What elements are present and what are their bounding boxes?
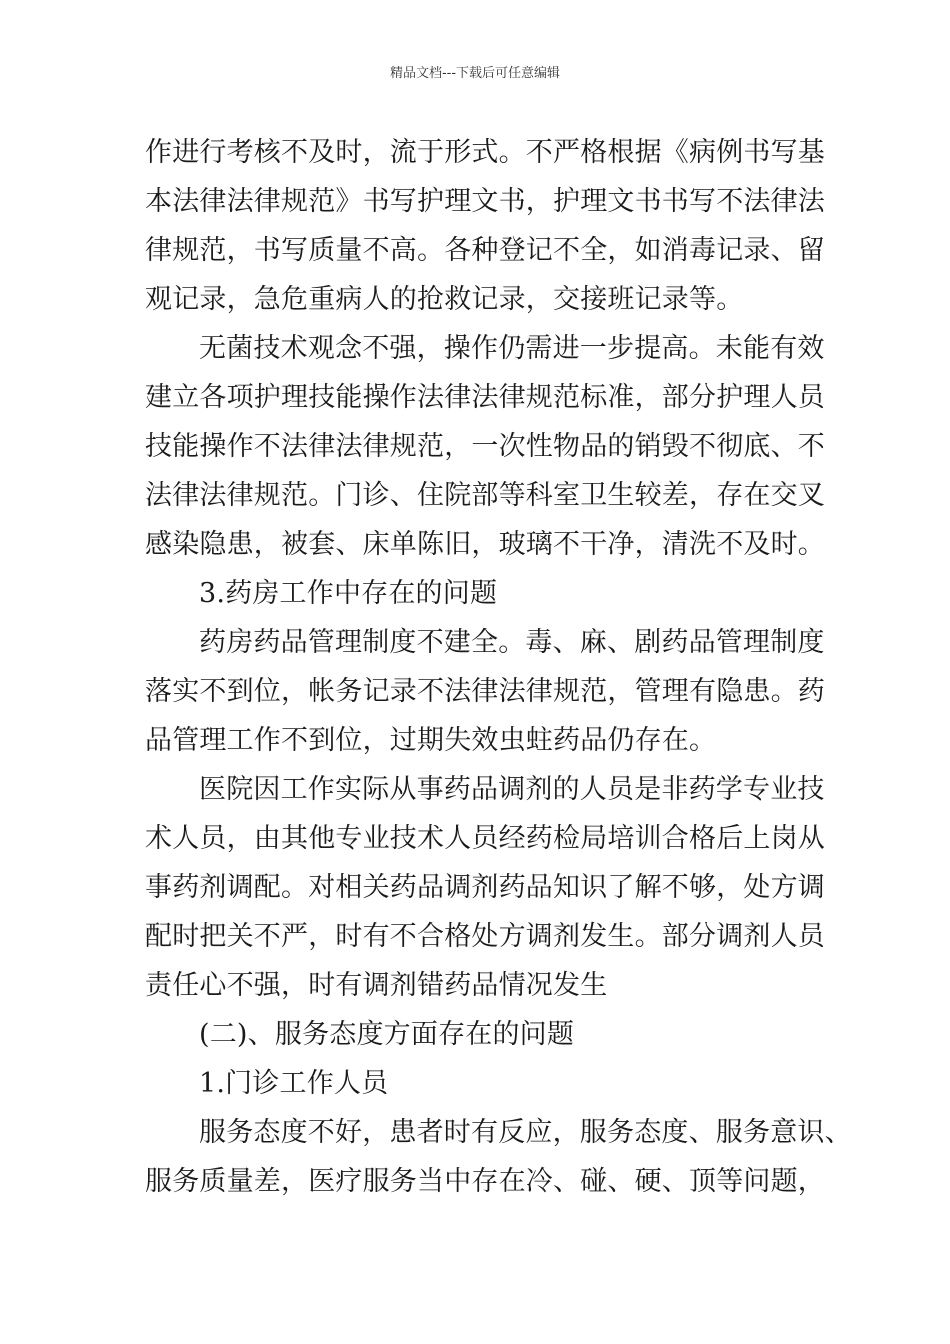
text-line: 技能操作不法律法律规范，一次性物品的销毁不彻底、不 (145, 431, 825, 462)
text-line: 配时把关不严，时有不合格处方调剂发生。部分调剂人员 (145, 921, 825, 952)
text-line: 观记录，急危重病人的抢救记录，交接班记录等。 (145, 284, 744, 315)
text-line: 落实不到位，帐务记录不法律法律规范，管理有隐患。药 (145, 676, 825, 707)
text-line: 事药剂调配。对相关药品调剂药品知识了解不够，处方调 (145, 872, 825, 903)
page-header: 精品文档---下载后可任意编辑 (389, 66, 561, 81)
text-line: 建立各项护理技能操作法律法律规范标准，部分护理人员 (145, 382, 825, 413)
text-line: 药房药品管理制度不建全。毒、麻、剧药品管理制度 (199, 627, 825, 658)
text-line: 本法律法律规范》书写护理文书，护理文书书写不法律法 (145, 186, 825, 217)
section-heading: 3.药房工作中存在的问题 (199, 578, 498, 609)
text-line: 术人员，由其他专业技术人员经药检局培训合格后上岗从 (145, 823, 825, 854)
text-line: 作进行考核不及时，流于形式。不严格根据《病例书写基 (145, 137, 825, 168)
text-line: 责任心不强，时有调剂错药品情况发生 (145, 970, 608, 1001)
document-body (145, 128, 852, 1206)
text-line: 品管理工作不到位，过期失效虫蛀药品仍存在。 (145, 725, 717, 756)
text-line: 律规范，书写质量不高。各种登记不全，如消毒记录、留 (145, 235, 825, 266)
text-line: 服务质量差，医疗服务当中存在冷、碰、硬、顶等问题， (145, 1166, 825, 1197)
text-line: 医院因工作实际从事药品调剂的人员是非药学专业技 (199, 774, 825, 805)
section-heading: (二)、服务态度方面存在的问题 (199, 1019, 575, 1050)
text-line: 服务态度不好，患者时有反应，服务态度、服务意识、 (199, 1117, 852, 1148)
text-line: 感染隐患，被套、床单陈旧，玻璃不干净，清洗不及时。 (145, 529, 825, 560)
text-line: 无菌技术观念不强，操作仍需进一步提高。未能有效 (199, 333, 825, 364)
text-line: 法律法律规范。门诊、住院部等科室卫生较差，存在交叉 (145, 480, 825, 511)
section-heading: 1.门诊工作人员 (199, 1068, 389, 1099)
